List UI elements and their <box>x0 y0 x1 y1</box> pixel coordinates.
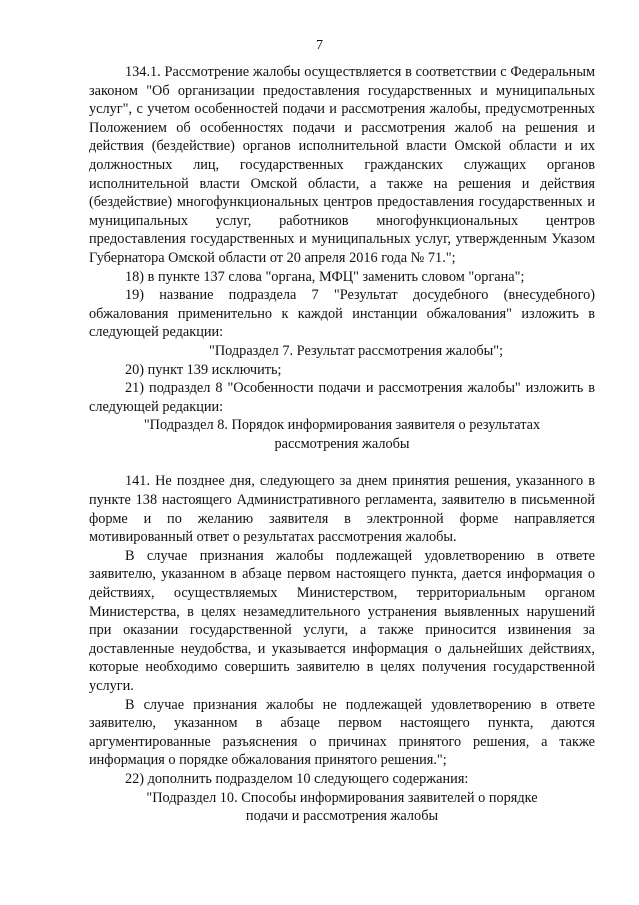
blank-line <box>89 453 595 472</box>
paragraph-item-18: 18) в пункте 137 слова "органа, МФЦ" заменить словом "органа"; <box>125 268 525 285</box>
subsection-8-title: "Подраздел 8. Порядок информирования заявителя о результатах рассмотрения жалобы <box>143 417 541 452</box>
paragraph-134-1: 134.1. Рассмотрение жалобы осуществляется в соответствии с Федеральным законом "Об организации предоставления государственных и муниципальных услуг", с учетом особенностей подачи и рассмотрения жалобы, предусмотренных Положением об особенностях подачи и рассмотрения жалоб на решения и действия (бездействие) органов исполнительной власти Омской области и их должностных лиц, государственных гражданских служащих органов исполнительной власти Омской области, а также на решения и действия (бездействие) многофункциональных центров предоставления государственных и муниципальных услуг, работников многофункциональных центров предоставления государственных и муниципальных услуг, утвержденным Указом Губернатора Омской области от 20 апреля 2016 года № 71."; <box>89 64 595 266</box>
paragraph-satisfied-case: В случае признания жалобы подлежащей удовлетворению в ответе заявителю, указанном в абзаце первом настоящего пункта, дается информация о действиях, осуществляемых Министерством, территориальным органом Министерства, в целях незамедлительного устранения выявленных нарушений при оказании государственной услуги, а также приносится извинения за доставленные неудобства, и указывается информация о дальнейших действиях, которые необходимо совершить заявителю в целях получения государственной услуги. <box>89 547 595 694</box>
paragraph-item-21: 21) подраздел 8 "Особенности подачи и рассмотрения жалобы" изложить в следующей редакции: <box>89 380 595 415</box>
paragraph-unsatisfied-case: В случае признания жалобы не подлежащей удовлетворению в ответе заявителю, указанном в абзаце первом настоящего пункта, даются аргументированные разъяснения о причинах принятого решения, а также информация о порядке обжалования принятого решения."; <box>89 696 595 769</box>
page-number: 7 <box>316 38 323 53</box>
paragraph-item-20: 20) пункт 139 исключить; <box>125 361 282 378</box>
paragraph-item-22: 22) дополнить подразделом 10 следующего содержания: <box>125 770 469 787</box>
document-body <box>89 63 595 826</box>
paragraph-141: 141. Не позднее дня, следующего за днем принятия решения, указанного в пункте 138 настоящего Административного регламента, заявителю в письменной форме и по желанию заявителя в электронной форме направляется мотивированный ответ о результатах рассмотрения жалобы. <box>89 473 595 546</box>
subsection-10-title: "Подраздел 10. Способы информирования заявителей о порядке подачи и рассмотрения жалобы <box>146 789 538 825</box>
subsection-7-title: "Подраздел 7. Результат рассмотрения жалобы"; <box>209 342 504 359</box>
paragraph-item-19: 19) название подраздела 7 "Результат досудебного (внесудебного) обжалования применительно к каждой инстанции обжалования" изложить в следующей редакции: <box>89 287 595 341</box>
